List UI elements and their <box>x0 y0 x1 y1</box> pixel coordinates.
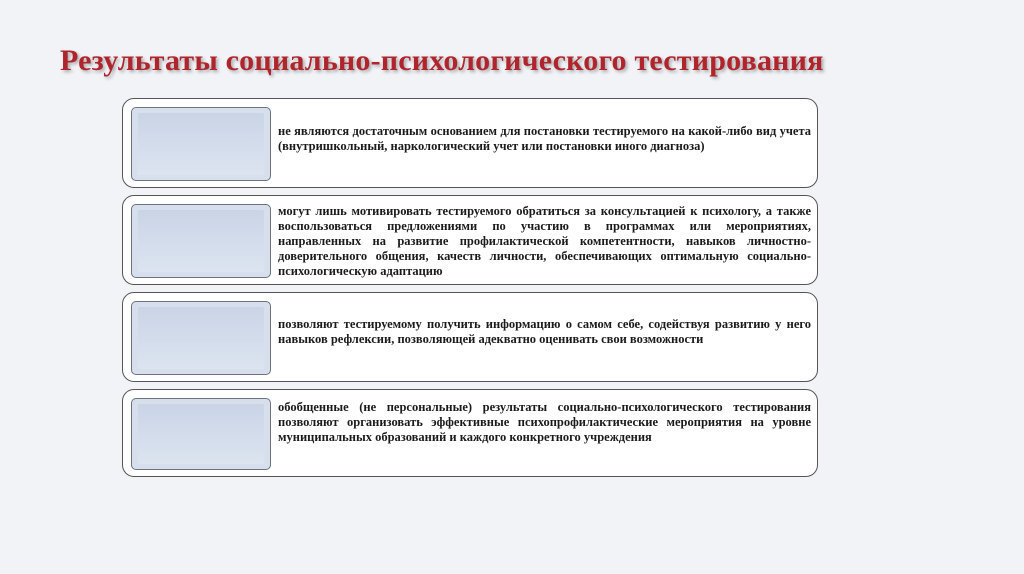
placeholder-fill <box>138 113 264 175</box>
item-placeholder-box <box>131 204 271 278</box>
placeholder-fill <box>138 210 264 272</box>
result-item <box>122 195 818 285</box>
item-placeholder-box <box>131 107 271 181</box>
results-list <box>122 98 820 477</box>
slide-title: Результаты социально-психологического тестирования <box>60 44 824 77</box>
result-item <box>122 292 818 382</box>
result-item <box>122 389 818 477</box>
item-placeholder-box <box>131 398 271 470</box>
item-placeholder-box <box>131 301 271 375</box>
result-item-text: обобщенные (не персональные) результаты социально-психологического тестирования позволяют организовать эффективные психопрофилактические мероприятия на уровне муниципальных образований и каждого конкретного учреждения <box>278 400 811 444</box>
result-item-text: не являются достаточным основанием для постановки тестируемого на какой-либо вид учета (внутришкольный, наркологический учет или постановки иного диагноза) <box>278 124 811 153</box>
result-item <box>122 98 818 188</box>
result-item-text: позволяют тестируемому получить информацию о самом себе, содействуя развитию у него навыков рефлексии, позволяющей адекватно оценивать свои возможности <box>278 317 811 346</box>
placeholder-fill <box>138 404 264 464</box>
result-item-text: могут лишь мотивировать тестируемого обратиться за консультацией к психологу, а также воспользоваться предложениями по участию в программах или мероприятиях, направленных на развитие профилактической компетентности, навыков личностно-доверительного общения, качеств личности, обеспечивающих оптимальную социально-психологическую адаптацию <box>278 204 811 278</box>
placeholder-fill <box>138 307 264 369</box>
